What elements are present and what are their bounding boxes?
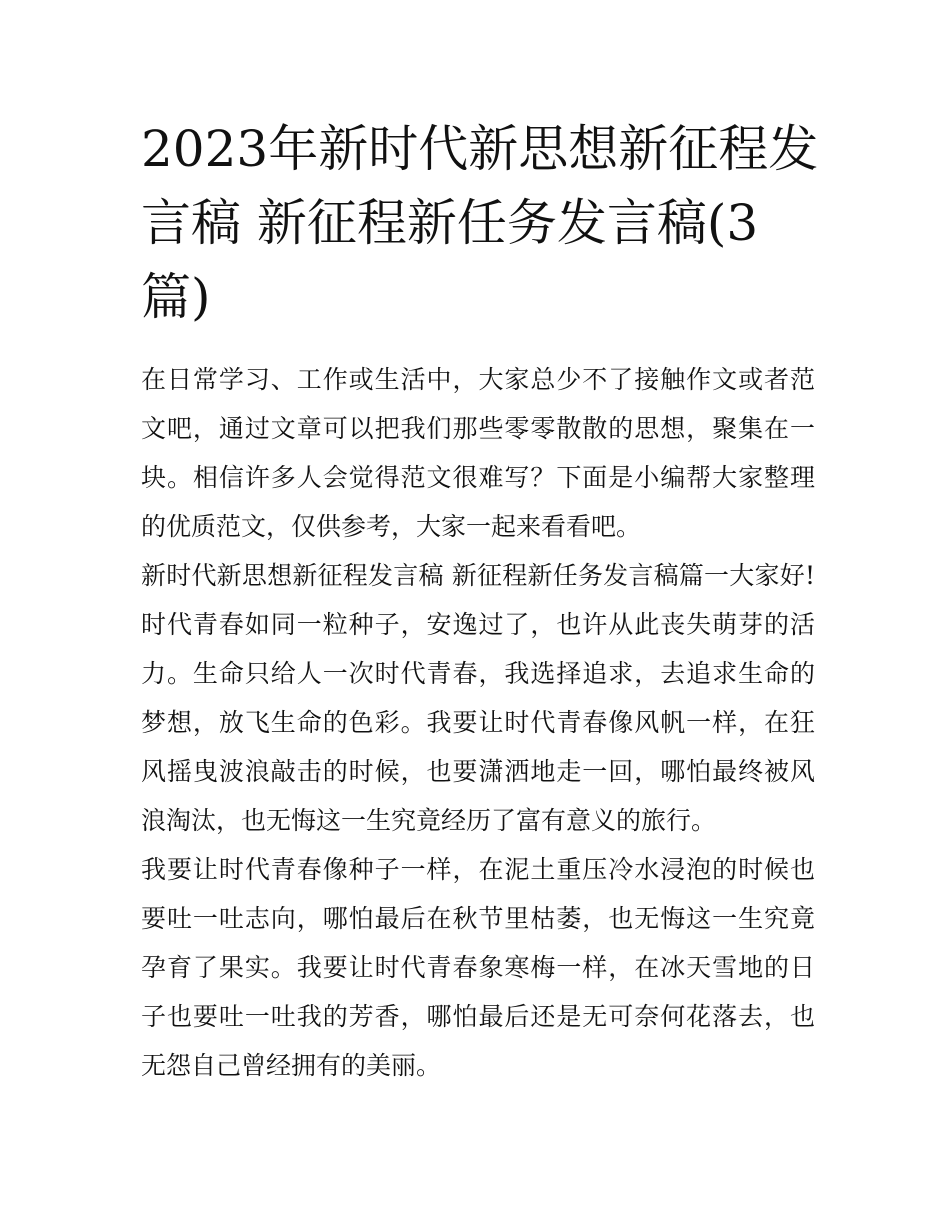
document-title: 2023年新时代新思想新征程发言稿 新征程新任务发言稿(3篇) [141,120,819,326]
paragraph-intro: 在日常学习、工作或生活中，大家总少不了接触作文或者范文吧，通过文章可以把我们那些零零散散的思想，聚集在一块。相信许多人会觉得范文很难写？下面是小编帮大家整理的优质范文，仅供参考，大家一起来看看吧。 [141,365,815,541]
paragraph-speech-one: 新时代新思想新征程发言稿 新征程新任务发言稿篇一大家好!时代青春如同一粒种子，安逸过了，也许从此丧失萌芽的活力。生命只给人一次时代青春，我选择追求，去追求生命的梦想，放飞生命的色彩。我要让时代青春像风帆一样，在狂风摇曳波浪敲击的时候，也要潇洒地走一回，哪怕最终被风浪淘汰，也无悔这一生究竟经历了富有意义的旅行。 [141,561,815,835]
paragraph-seed-plum: 我要让时代青春像种子一样，在泥土重压冷水浸泡的时候也要吐一吐志向，哪怕最后在秋节里枯萎，也无悔这一生究竟孕育了果实。我要让时代青春象寒梅一样，在冰天雪地的日子也要吐一吐我的芳香，哪怕最后还是无可奈何花落去，也无怨自己曾经拥有的美丽。 [141,855,815,1080]
document-body [141,355,815,1090]
